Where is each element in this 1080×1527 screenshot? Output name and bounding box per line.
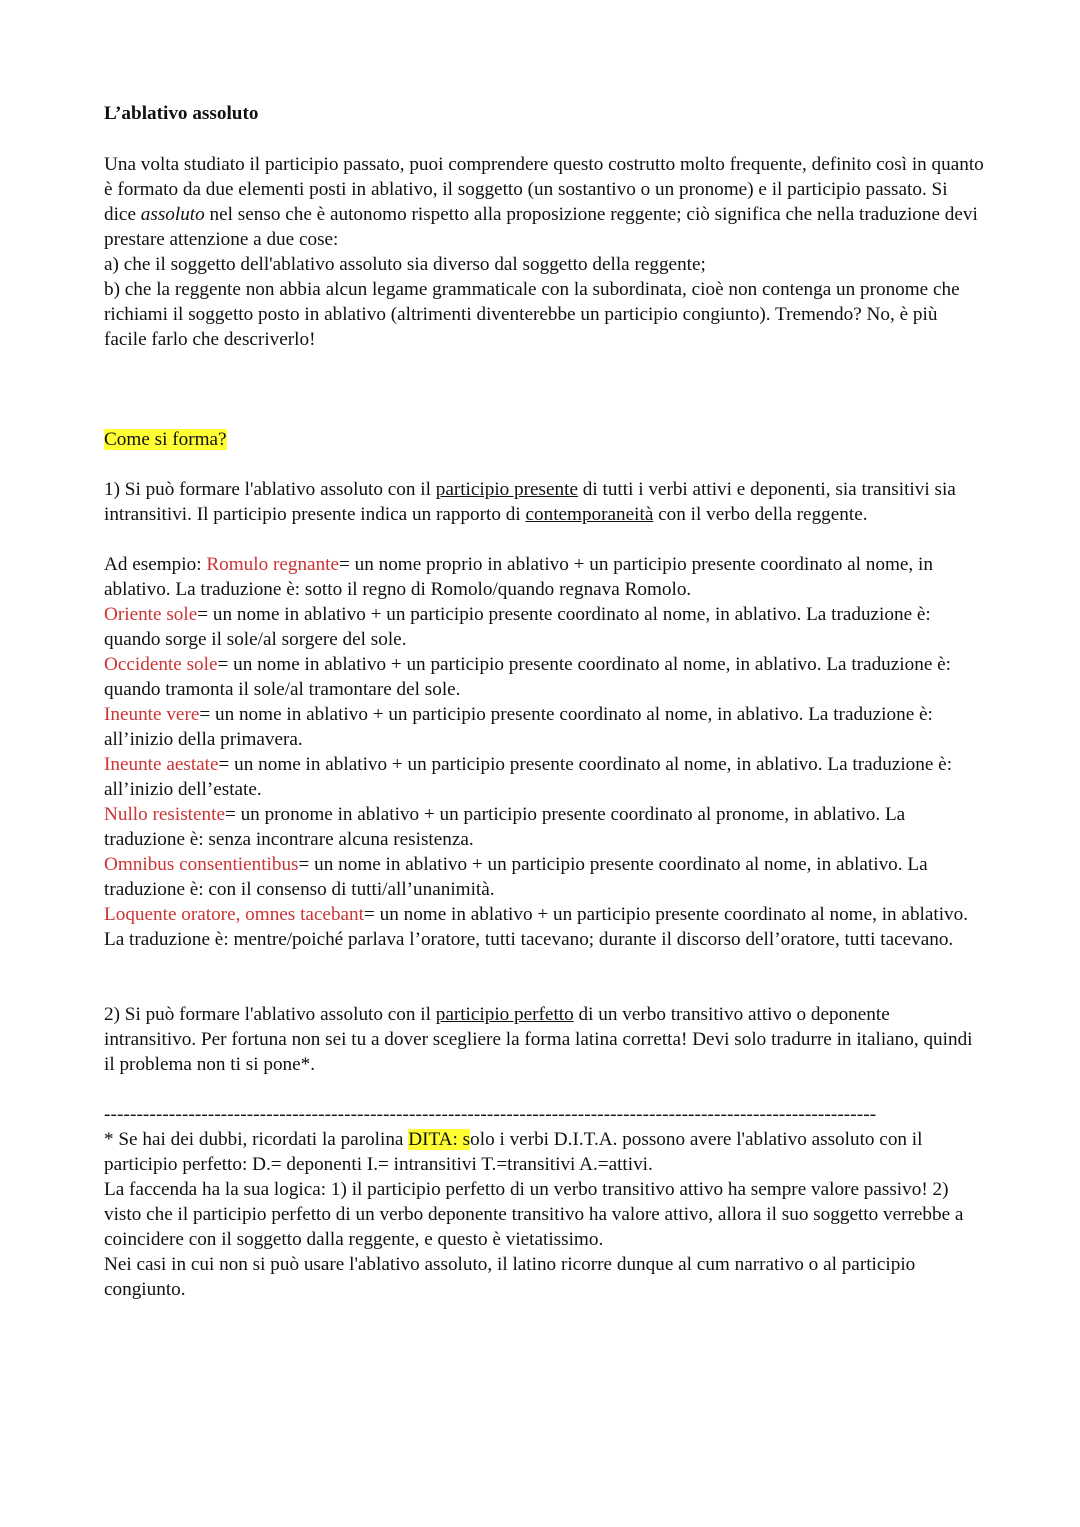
intro-paragraph <box>104 152 984 352</box>
example-item <box>104 752 984 802</box>
footnote-line-2: La faccenda ha la sua logica: 1) il participio perfetto di un verbo transitivo attivo ha sempre valore passivo! 2) visto che il participio perfetto di un verbo deponente transitivo ha valore attivo, allora il suo soggetto verrebbe a coincidere con il soggetto dalla reggente, e questo è vietatissimo. <box>104 1179 964 1250</box>
rule-1-pre: 1) Si può formare l'ablativo assoluto con il <box>104 479 436 500</box>
rule-1-mid: di tutti i verbi attivi e deponenti, sia transitivi sia intransitivi. Il participio presente indica un rapporto di <box>104 479 956 525</box>
rule-1-post: con il verbo della reggente. <box>653 504 868 525</box>
example-latin: Omnibus consentientibus <box>104 854 299 875</box>
example-item <box>104 802 984 852</box>
intro-italic: assoluto <box>140 204 205 225</box>
footnote-paragraph <box>104 1127 984 1302</box>
example-latin: Romulo regnante <box>206 554 340 575</box>
example-explanation: = un nome in ablativo + un participio presente coordinato al nome, in ablativo. La traduzione è: con il consenso di tutti/all’unanimità. <box>104 854 928 900</box>
example-latin: Nullo resistente <box>104 804 225 825</box>
footnote-line-1: olo i verbi D.I.T.A. possono avere l'ablativo assoluto con il participio perfetto: D.= deponenti I.= intransitivi T.=transitivi A.=attivi. <box>104 1129 923 1175</box>
rule-2-post: di un verbo transitivo attivo o deponente intransitivo. Per fortuna non sei tu a dover scegliere la forma latina corretta! Devi solo tradurre in italiano, quindi il problema non ti si pone*. <box>104 1004 973 1075</box>
example-explanation: = un nome in ablativo + un participio presente coordinato al nome, in ablativo. La traduzione è: all’inizio della primavera. <box>104 704 933 750</box>
example-latin: Ineunte vere <box>104 704 200 725</box>
rule-2-underline: participio perfetto <box>435 1004 574 1025</box>
rule-1-underline-1: participio presente <box>435 479 578 500</box>
footnote-separator: ----------------------------------------------------------------------------------------------------------------------- <box>104 1104 877 1125</box>
rule-1-paragraph <box>104 477 984 527</box>
example-explanation: = un nome proprio in ablativo + un participio presente coordinato al nome, in ablativo. La traduzione è: sotto il regno di Romolo/quando regnava Romolo. <box>104 554 933 600</box>
page-title: L’ablativo assoluto <box>104 103 259 124</box>
example-explanation: = un nome in ablativo + un participio presente coordinato al nome, in ablativo. La traduzione è: all’inizio dell’estate. <box>104 754 953 800</box>
rule-2-paragraph <box>104 1002 984 1077</box>
example-item <box>104 902 984 952</box>
intro-point-b: b) che la reggente non abbia alcun legame grammaticale con la subordinata, cioè non contenga un pronome che richiami il soggetto posto in ablativo (altrimenti diventerebbe un participio congiunto). Tremendo? No, è più facile farlo che descriverlo! <box>104 279 960 350</box>
example-item <box>104 552 984 602</box>
footnote-line-3: Nei casi in cui non si può usare l'ablativo assoluto, il latino ricorre dunque al cum narrativo o al participio congiunto. <box>104 1254 916 1300</box>
example-latin: Oriente sole <box>104 604 198 625</box>
intro-text-b: nel senso che è autonomo rispetto alla proposizione reggente; ciò significa che nella traduzione devi prestare attenzione a due cose: <box>104 204 978 250</box>
example-explanation: = un nome in ablativo + un participio presente coordinato al nome, in ablativo. La traduzione è: quando sorge il sole/al sorgere del sole. <box>104 604 931 650</box>
section-heading: Come si forma? <box>104 429 227 450</box>
example-explanation: = un nome in ablativo + un participio presente coordinato al nome, in ablativo. La traduzione è: quando tramonta il sole/al tramontare del sole. <box>104 654 951 700</box>
examples-block <box>104 552 984 952</box>
rule-1-underline-2: contemporaneità <box>525 504 654 525</box>
example-item <box>104 602 984 652</box>
document-body <box>104 101 984 1302</box>
example-item <box>104 852 984 902</box>
section-heading-line <box>104 427 984 452</box>
intro-point-a: a) che il soggetto dell'ablativo assoluto sia diverso dal soggetto della reggente; <box>104 254 706 275</box>
examples-intro: Ad esempio: <box>104 554 207 575</box>
footnote-highlight: DITA: s <box>408 1129 471 1150</box>
example-latin: Occidente sole <box>104 654 218 675</box>
example-item <box>104 702 984 752</box>
rule-2-pre: 2) Si può formare l'ablativo assoluto con il <box>104 1004 436 1025</box>
example-item <box>104 652 984 702</box>
footnote-pre: * Se hai dei dubbi, ricordati la parolina <box>104 1129 409 1150</box>
intro-text-a: Una volta studiato il participio passato, puoi comprendere questo costrutto molto frequente, definito così in quanto è formato da due elementi posti in ablativo, il soggetto (un sostantivo o un pronome) e il participio passato. Si dice <box>104 154 984 225</box>
example-explanation: = un pronome in ablativo + un participio presente coordinato al pronome, in ablativo. La traduzione è: senza incontrare alcuna resistenza. <box>104 804 906 850</box>
example-latin: Loquente oratore, omnes tacebant <box>104 904 364 925</box>
example-latin: Ineunte aestate <box>104 754 219 775</box>
example-explanation: = un nome in ablativo + un participio presente coordinato al nome, in ablativo. La traduzione è: mentre/poiché parlava l’oratore, tutti tacevano; durante il discorso dell’oratore, tutti tacevano. <box>104 904 969 950</box>
